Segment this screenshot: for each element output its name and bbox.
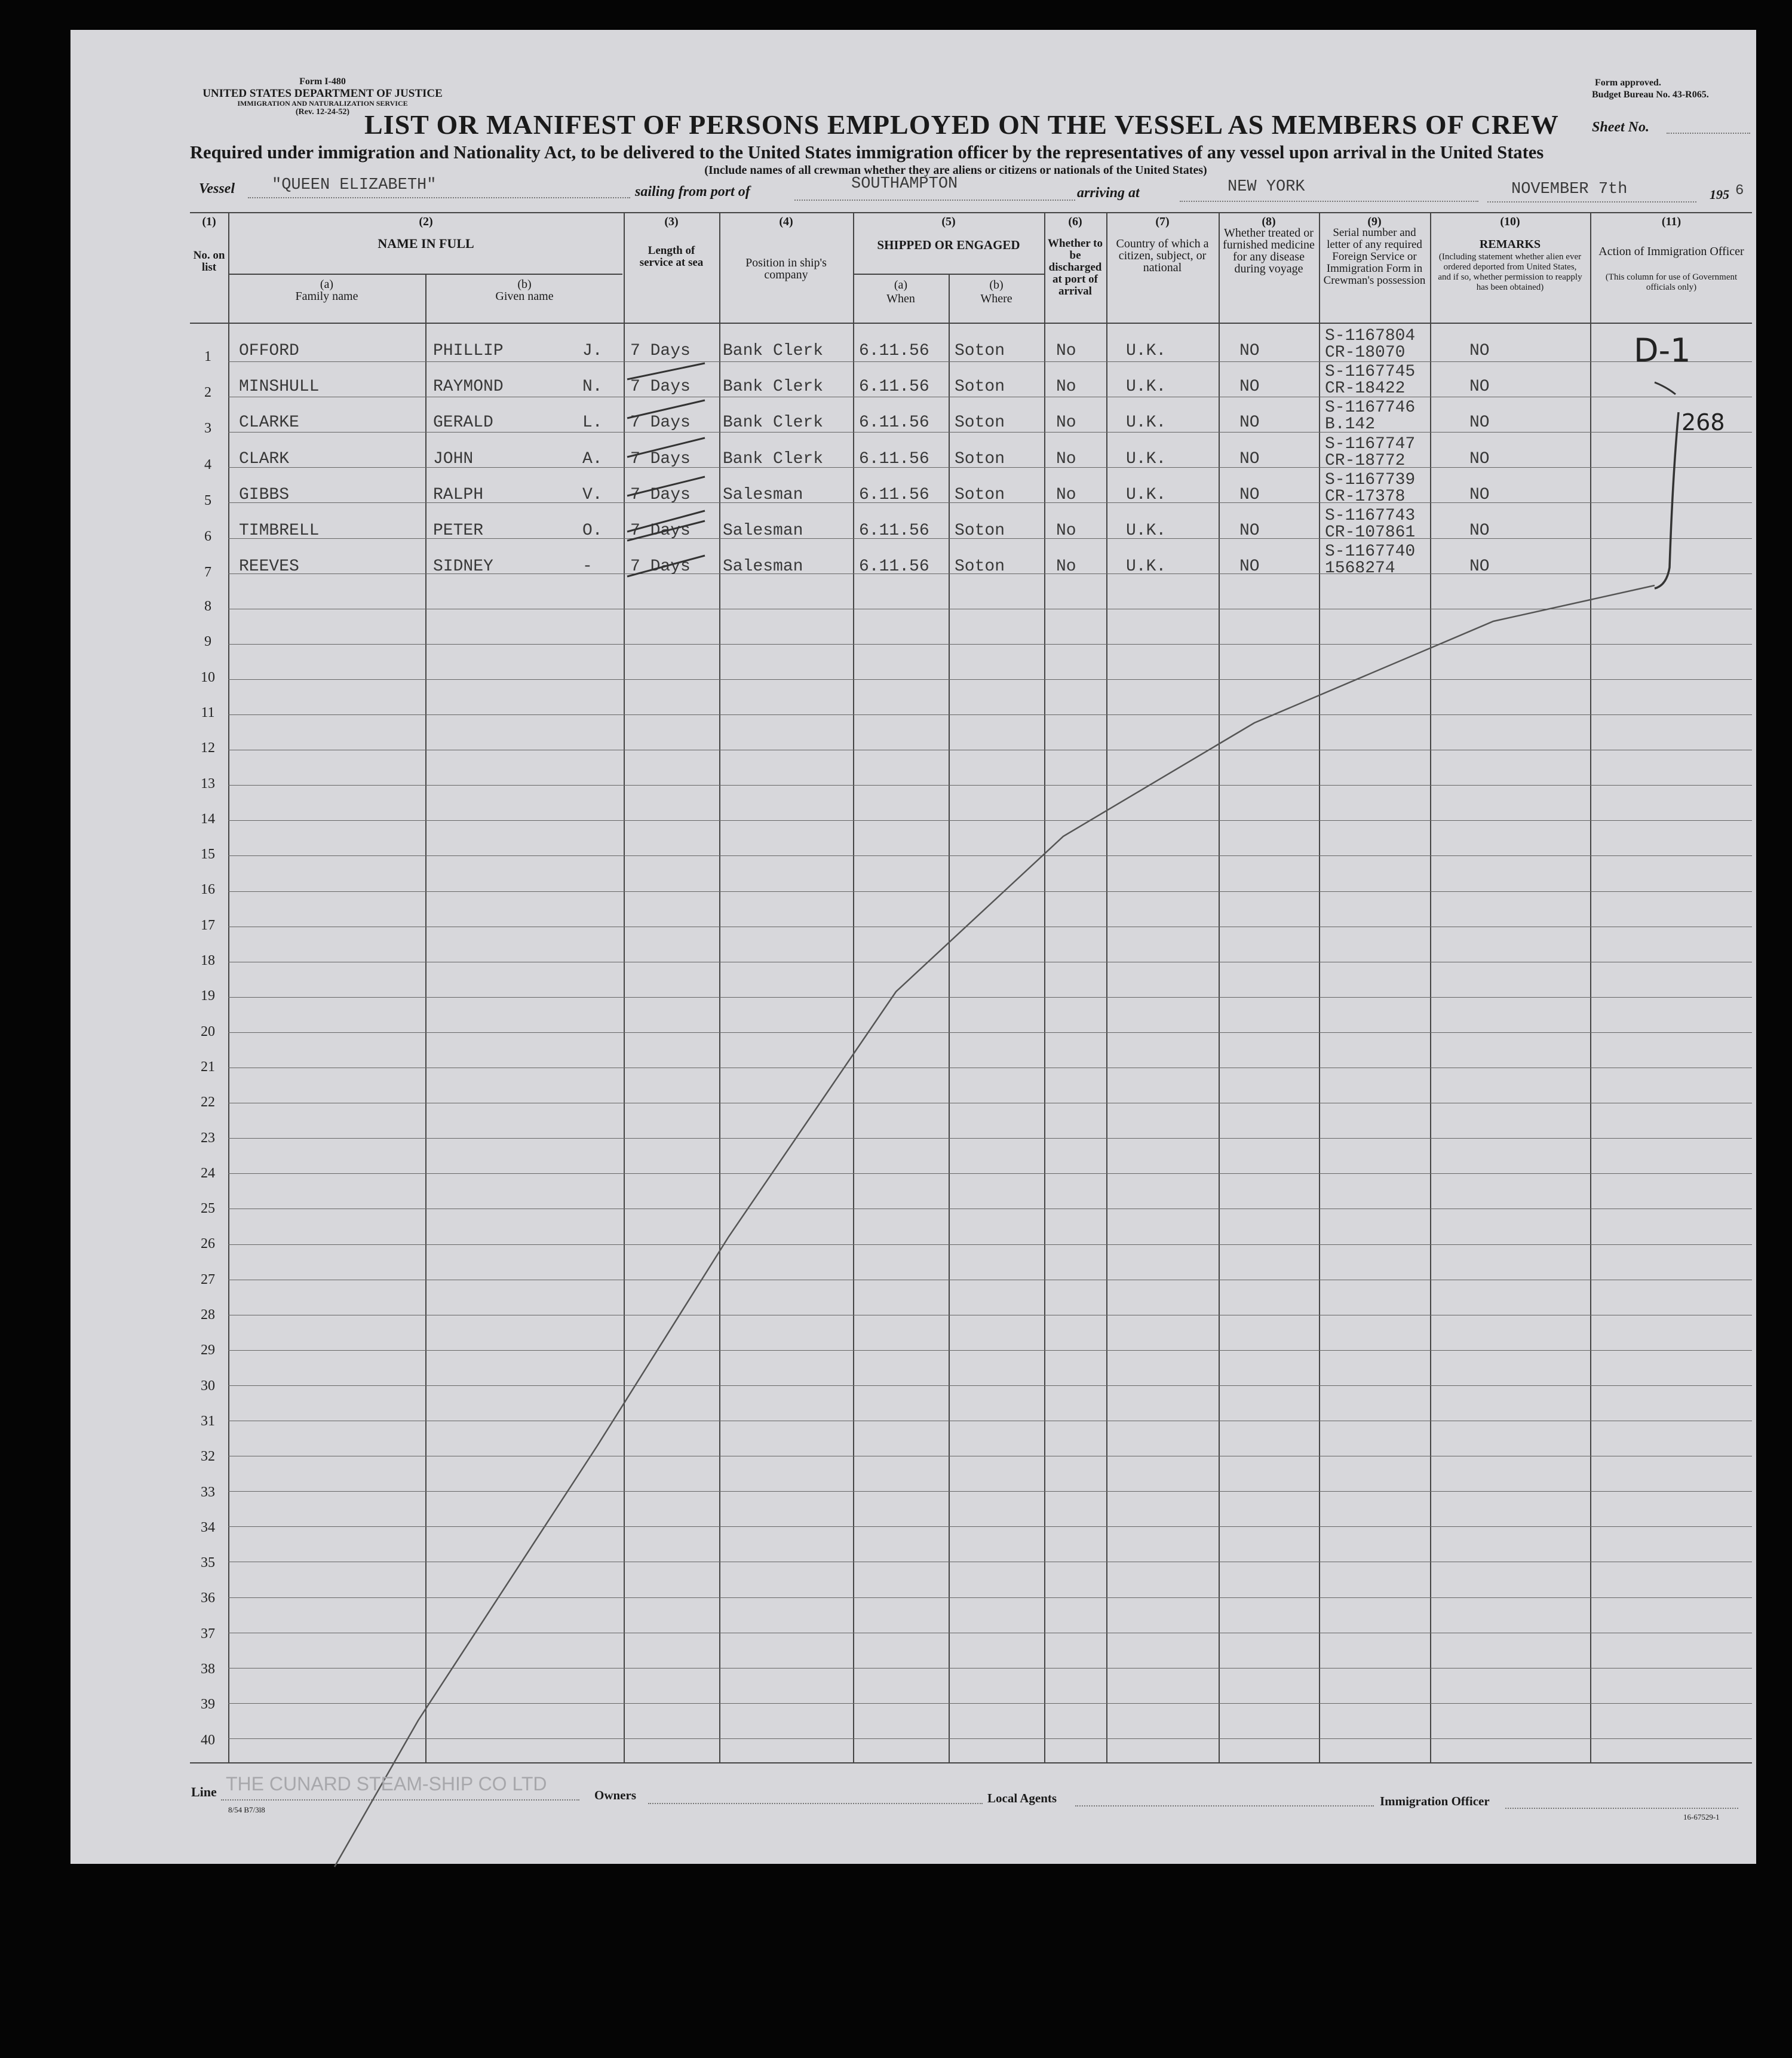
handwritten-d1: D-1	[1634, 332, 1691, 369]
given-name: RAYMOND	[433, 378, 504, 397]
country: U.K.	[1126, 485, 1167, 504]
discharged: No	[1056, 485, 1076, 504]
serial-number: S-1167740	[1325, 542, 1416, 562]
discharged: No	[1056, 557, 1076, 576]
tick-mark	[627, 438, 705, 457]
tick-mark	[627, 521, 705, 541]
col5a-label: (a) When	[886, 278, 915, 305]
col11-label: Action of Immigration Officer	[1598, 245, 1744, 258]
shipped-when: 6.11.56	[859, 449, 929, 468]
bracket-line	[1655, 412, 1679, 588]
service-length: 7 Days	[630, 342, 691, 360]
officer-line	[1505, 1808, 1738, 1809]
given-name: PETER	[433, 522, 484, 540]
position: Bank Clerk	[723, 342, 824, 360]
row-number: 25	[201, 1201, 215, 1217]
country: U.K.	[1126, 449, 1167, 468]
col7-label: Country of which a citizen, subject, or national	[1116, 237, 1209, 274]
print-code-right: 16-67529-1	[1683, 1812, 1720, 1821]
col7-number: (7)	[1155, 215, 1170, 228]
col3-label: Length of service at sea	[639, 244, 704, 269]
serial-letter: CR-18422	[1325, 379, 1406, 398]
family-name: CLARKE	[239, 413, 299, 433]
row-number: 19	[201, 988, 215, 1004]
sailing-label: sailing from port of	[635, 184, 750, 200]
initial: J.	[582, 342, 603, 360]
row-number: 12	[201, 740, 215, 756]
row-number: 15	[201, 846, 215, 863]
service-length: 7 Days	[630, 413, 691, 433]
treated: NO	[1239, 485, 1260, 504]
col4-label: Position in ship's company	[745, 256, 827, 281]
serial-number: S-1167747	[1325, 434, 1416, 453]
family-name: MINSHULL	[239, 378, 320, 397]
serial-letter: CR-18772	[1325, 451, 1406, 470]
shipped-when: 6.11.56	[859, 413, 929, 433]
initial: N.	[582, 378, 603, 397]
serial-number: S-1167743	[1325, 507, 1416, 525]
col1-number: (1)	[202, 215, 216, 228]
page-title: LIST OR MANIFEST OF PERSONS EMPLOYED ON THE VESSEL AS MEMBERS OF CREW	[364, 109, 1559, 140]
row-number: 34	[201, 1519, 215, 1535]
col4-number: (4)	[779, 215, 793, 228]
serial-number: S-1167739	[1325, 470, 1416, 489]
col3-number: (3)	[664, 215, 679, 228]
treated: NO	[1239, 342, 1260, 360]
row-number: 33	[201, 1484, 215, 1500]
col10-number: (10)	[1500, 215, 1520, 228]
form-number: Form I-480	[299, 76, 346, 87]
owners-line	[648, 1803, 983, 1804]
given-name: JOHN	[433, 449, 474, 468]
arriving-value: NEW YORK	[1228, 178, 1305, 196]
col2a-label: (a) Family name	[295, 278, 358, 303]
position: Salesman	[723, 557, 803, 576]
row-number: 27	[201, 1271, 215, 1287]
position: Salesman	[723, 485, 803, 504]
shipped-when: 6.11.56	[859, 522, 929, 540]
immigration-officer-label: Immigration Officer	[1380, 1794, 1490, 1808]
service-length: 7 Days	[630, 522, 691, 540]
col2b-label: (b) Given name	[495, 278, 554, 303]
shipped-when: 6.11.56	[859, 557, 929, 576]
serial-letter: CR-18070	[1325, 343, 1406, 362]
col1-label: No. on list	[193, 249, 225, 274]
family-name: REEVES	[239, 557, 299, 576]
shipped-where: Soton	[955, 485, 1005, 504]
serial-number: S-1167746	[1325, 398, 1416, 418]
row-number: 24	[201, 1165, 215, 1181]
country: U.K.	[1126, 557, 1167, 576]
remarks: NO	[1469, 378, 1490, 397]
remarks: NO	[1469, 342, 1490, 360]
given-name: PHILLIP	[433, 342, 504, 360]
initial: O.	[582, 522, 603, 540]
owners-label: Owners	[594, 1788, 636, 1802]
col2-label: NAME IN FULL	[378, 236, 474, 251]
col11-note: (This column for use of Government officials only)	[1605, 272, 1738, 292]
row-number: 28	[201, 1307, 215, 1323]
shipped-where: Soton	[955, 378, 1005, 397]
treated: NO	[1239, 413, 1260, 433]
row-number: 20	[201, 1023, 215, 1039]
diagonal-strike-line	[335, 585, 1655, 1867]
shipped-where: Soton	[955, 522, 1005, 540]
row-number: 26	[201, 1236, 215, 1252]
given-name: SIDNEY	[433, 557, 493, 576]
row-number: 18	[201, 953, 215, 968]
shipped-where: Soton	[955, 449, 1005, 468]
col10-label: REMARKS	[1479, 238, 1541, 251]
tick-mark	[627, 556, 705, 576]
row-number: 37	[201, 1625, 215, 1642]
include-note: (Include names of all crewman whether they are aliens or citizens or nationals of the United States)	[704, 164, 1207, 177]
tick-mark	[627, 400, 705, 418]
col9-label: Serial number and letter of any required Foreign Service or Immigration Form in Crewman's possession	[1323, 226, 1426, 287]
col5-number: (5)	[941, 215, 956, 228]
shipped-when: 6.11.56	[859, 342, 929, 360]
serial-number: S-1167745	[1325, 363, 1416, 382]
initial: -	[582, 557, 593, 576]
discharged: No	[1056, 449, 1076, 468]
row-number: 29	[201, 1342, 215, 1358]
row-number: 38	[201, 1661, 215, 1677]
vessel-value: "QUEEN ELIZABETH"	[272, 176, 437, 194]
form-revision: (Rev. 12-24-52)	[295, 108, 350, 116]
col10-note: (Including statement whether alien ever ordered deported from United States, and if so, whether permission to reapply has been obtained)	[1438, 252, 1582, 292]
treated: NO	[1239, 449, 1260, 468]
serial-number: S-1167804	[1325, 327, 1416, 345]
country: U.K.	[1126, 522, 1167, 540]
col5b-label: (b) Where	[980, 278, 1012, 305]
col2-number: (2)	[419, 215, 433, 228]
country: U.K.	[1126, 413, 1167, 433]
tick-mark	[627, 477, 705, 496]
shipped-where: Soton	[955, 342, 1005, 360]
col6-number: (6)	[1068, 215, 1082, 228]
remarks: NO	[1469, 522, 1490, 540]
row-number: 36	[201, 1590, 215, 1606]
row-number: 2	[204, 385, 211, 401]
shipped-when: 6.11.56	[859, 378, 929, 397]
serial-letter: B.142	[1325, 415, 1376, 434]
given-name: RALPH	[433, 485, 484, 504]
row-number: 11	[201, 704, 215, 720]
discharged: No	[1056, 378, 1076, 397]
row-number: 35	[201, 1555, 215, 1571]
family-name: CLARK	[239, 449, 290, 468]
tick-mark	[627, 511, 705, 532]
discharged: No	[1056, 413, 1076, 433]
discharged: No	[1056, 522, 1076, 540]
row-number: 16	[201, 882, 215, 898]
shipped-where: Soton	[955, 557, 1005, 576]
print-code-left: 8/54 B7/3l8	[228, 1805, 265, 1814]
row-number: 3	[204, 421, 211, 437]
col9-number: (9)	[1367, 215, 1382, 228]
year-prefix: 195	[1710, 187, 1729, 202]
remarks: NO	[1469, 485, 1490, 504]
initial: V.	[582, 485, 603, 504]
position: Bank Clerk	[723, 449, 824, 468]
service-name: IMMIGRATION AND NATURALIZATION SERVICE	[237, 99, 408, 108]
row-number: 23	[201, 1130, 215, 1146]
given-name: GERALD	[433, 413, 493, 433]
sailing-value: SOUTHAMPTON	[851, 175, 958, 193]
service-length: 7 Days	[630, 449, 691, 468]
row-number: 14	[201, 811, 215, 827]
remarks: NO	[1469, 557, 1490, 576]
shipped-where: Soton	[955, 413, 1005, 433]
line-label: Line	[191, 1784, 217, 1799]
family-name: OFFORD	[239, 342, 299, 360]
arriving-label: arriving at	[1077, 185, 1140, 201]
remarks: NO	[1469, 449, 1490, 468]
service-length: 7 Days	[630, 485, 691, 504]
service-length: 7 Days	[630, 378, 691, 397]
line-value-line	[221, 1799, 579, 1801]
row-number: 1	[204, 349, 211, 364]
row-number: 40	[201, 1732, 215, 1748]
vessel-label: Vessel	[199, 181, 235, 197]
line-stamp: THE CUNARD STEAM-SHIP CO LTD	[226, 1773, 547, 1795]
serial-letter: CR-107861	[1325, 523, 1416, 542]
family-name: TIMBRELL	[239, 522, 320, 540]
family-name: GIBBS	[239, 485, 290, 504]
service-length: 7 Days	[630, 557, 691, 576]
row-number: 30	[201, 1378, 215, 1394]
country: U.K.	[1126, 378, 1167, 397]
bracket-top	[1655, 382, 1676, 394]
row-number: 21	[201, 1059, 215, 1075]
col8-label: Whether treated or furnished medicine for any disease during voyage	[1223, 226, 1315, 275]
treated: NO	[1239, 522, 1260, 540]
serial-letter: CR-17378	[1325, 487, 1406, 506]
row-number: 17	[201, 917, 215, 933]
col5-label: SHIPPED OR ENGAGED	[877, 238, 1020, 252]
budget-bureau: Budget Bureau No. 43-R065.	[1592, 90, 1709, 100]
shipped-when: 6.11.56	[859, 485, 929, 504]
tick-mark	[627, 363, 705, 379]
position: Bank Clerk	[723, 378, 824, 397]
col8-number: (8)	[1262, 215, 1276, 228]
date-value: NOVEMBER 7th	[1511, 180, 1628, 198]
subtitle: Required under immigration and Nationality Act, to be delivered to the United States immigration officer by the representatives of any vessel upon arrival in the United States	[190, 142, 1544, 162]
row-number: 10	[201, 669, 215, 685]
row-number: 32	[201, 1449, 215, 1465]
position: Bank Clerk	[723, 413, 824, 433]
form-approved: Form approved.	[1595, 78, 1661, 88]
treated: NO	[1239, 378, 1260, 397]
position: Salesman	[723, 522, 803, 540]
discharged: No	[1056, 342, 1076, 360]
row-number: 6	[204, 529, 211, 544]
row-number: 31	[201, 1413, 215, 1429]
row-number: 8	[204, 599, 211, 614]
treated: NO	[1239, 557, 1260, 576]
row-number: 5	[204, 492, 211, 508]
country: U.K.	[1126, 342, 1167, 360]
row-number: 7	[204, 565, 211, 581]
row-number: 4	[204, 456, 211, 473]
serial-letter: 1568274	[1325, 559, 1395, 578]
department-name: UNITED STATES DEPARTMENT OF JUSTICE	[202, 87, 443, 100]
agents-line	[1075, 1805, 1374, 1806]
col6-label: Whether to be discharged at port of arrival	[1048, 237, 1103, 297]
remarks: NO	[1469, 413, 1490, 433]
row-number: 22	[201, 1094, 215, 1111]
initial: A.	[582, 449, 603, 468]
row-number: 9	[204, 634, 211, 650]
handwritten-268: 268	[1681, 409, 1725, 435]
sheet-no-label: Sheet No.	[1592, 119, 1649, 135]
year-suffix: 6	[1735, 183, 1744, 199]
initial: L.	[582, 413, 603, 433]
row-number: 13	[201, 775, 215, 792]
local-agents-label: Local Agents	[987, 1791, 1057, 1805]
row-number: 39	[201, 1697, 215, 1713]
col11-number: (11)	[1661, 215, 1681, 228]
